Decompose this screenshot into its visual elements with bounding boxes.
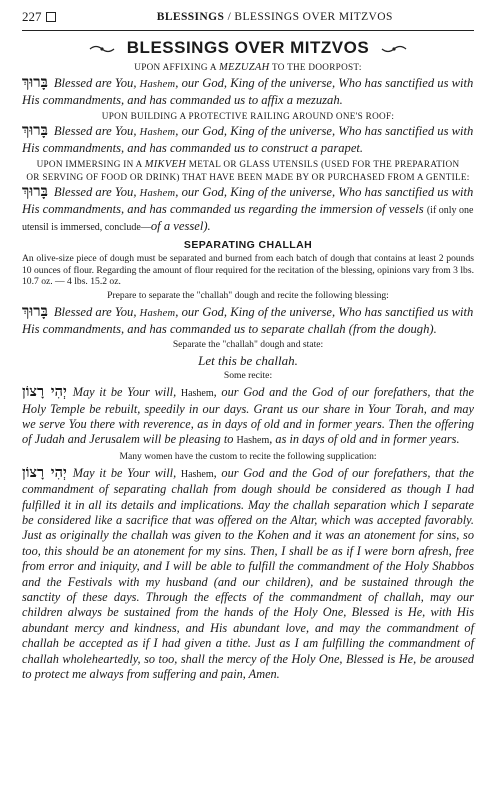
hebrew-yehi-ratzon: יְהִי רָצוֹן: [22, 383, 67, 401]
section-title-text: BLESSINGS OVER MITZVOS: [126, 38, 370, 57]
page-number: 227: [22, 9, 42, 24]
running-head: [76, 11, 475, 23]
railing-blessing: בָּרוּךְ Blessed are You, Hashem, our God, King of the universe, Who has sanctified us with His commandments, and has commanded us to construct a parapet.: [22, 121, 474, 155]
hebrew-baruch: בָּרוּךְ: [22, 73, 48, 91]
left-ornament-icon: [88, 44, 116, 54]
yehi-ratzon-temple: יְהִי רָצוֹן May it be Your will, Hashem, our God and the God of our forefathers, that the Holy Temple be rebuilt, speedily in our days. Grant us our share in Your Torah, and may we serve You there with reverence, as in days of old and in former years. Then the offering of Judah and Jerusalem will be pleasing to Hashem, as in days of old and in former years.: [22, 383, 474, 447]
separate-note: Separate the "challah" dough and state:: [172, 339, 324, 351]
challah-blessing: בָּרוּךְ Blessed are You, Hashem, our God, King of the universe, Who has sanctified us with His commandments, and has commanded us to separate challah (from the dough).: [22, 301, 474, 336]
running-head-main: BLESSINGS: [156, 11, 225, 23]
section-title: [22, 38, 474, 58]
header-box-ornament: [46, 12, 56, 22]
railing-rubric: UPON BUILDING A PROTECTIVE RAILING AROUND ONE'S ROOF:: [101, 111, 395, 122]
challah-subtitle: SEPARATING CHALLAH: [183, 239, 313, 252]
mikveh-rubric: UPON IMMERSING IN A MIKVEH METAL OR GLASS UTENSILS (USED FOR THE PREPARATION OR SERVING OF FOOD OR DRINK) THAT HAVE BEEN MADE BY OR PURCHASED FROM A GENTILE:: [26, 159, 470, 183]
women-custom-note: Many women have the custom to recite the following supplication:: [119, 450, 377, 462]
right-ornament-icon: [380, 44, 408, 54]
mikveh-blessing: בָּרוּךְ Blessed are You, Hashem, our God, King of the universe, Who has sanctified us with His commandments, and has commanded us regarding the immersion of vessels (if only one utensil is immersed, conclude—of a vessel).: [22, 182, 474, 233]
yehi-ratzon-supplication: יְהִי רָצוֹן May it be Your will, Hashem, our God and the God of our forefathers, that the commandment of separating challah from dough should be considered as though I had fulfilled it in all its details and implications. May the challah separation which I separate be considered like a sacrifice that was offered on the Altar, which was accepted favorably. Just as originally the challah was given to the Kohen and it was an atonement for sins, so too, this should be an atonement for my sins. Then, I shall be as if I were born afresh, free from error and iniquity, and I will be able to fulfill the commandment of the Holy Shabbos and the Festivals with my husband (and our children), and be sustained through the sanctity of these days. Through the effects of the commandment of challah, may our children always be sustained from the hands of the Holy One, Blessed is He, with His abundant mercy and kindness, and His abundant love, and may the commandment of challah be accepted as if I had given a tithe. Just as I am fulfilling the commandment of challah wholeheartedly, so too, shall the mercy of the Holy One, Blessed is He, be aroused to protect me always from suffering and pain, Amen.: [22, 463, 474, 682]
hebrew-baruch: בָּרוּךְ: [22, 182, 48, 201]
running-head-sub: / BLESSINGS OVER MITZVOS: [227, 11, 393, 23]
some-recite-note: Some recite:: [223, 370, 273, 382]
challah-prepare-note: Prepare to separate the "challah" dough and recite the following blessing:: [107, 289, 389, 301]
hebrew-yehi-ratzon: יְהִי רָצוֹן: [22, 463, 67, 481]
mezuzah-blessing: בָּרוּךְ Blessed are You, Hashem, our God, King of the universe, Who has sanctified us with His commandments, and has commanded us to affix a mezuzah.: [22, 73, 474, 107]
hebrew-baruch: בָּרוּךְ: [22, 301, 48, 320]
challah-statement: Let this be challah.: [198, 353, 298, 369]
hebrew-baruch: בָּרוּךְ: [22, 121, 48, 140]
mezuzah-rubric: UPON AFFIXING A MEZUZAH TO THE DOORPOST:: [134, 62, 362, 73]
page-header: [22, 0, 474, 31]
challah-instructions: An olive-size piece of dough must be separated and burned from each batch of dough that contains at least 2 pounds 10 ounces of flour. Regarding the amount of flour required for the recitation of the blessing, opinions vary from 3 lbs. 10.7 oz. — 4 lbs. 15.2 oz.: [22, 253, 474, 288]
